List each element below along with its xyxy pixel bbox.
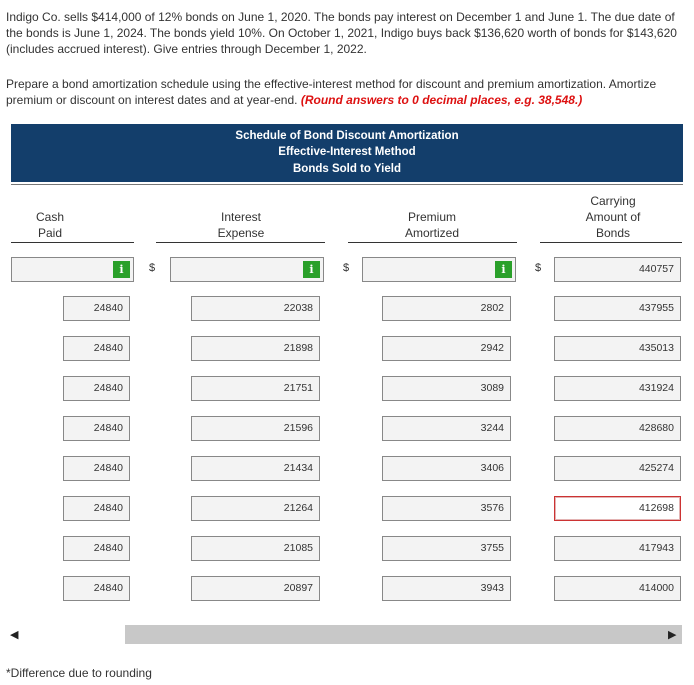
rounding-note: (Round answers to 0 decimal places, e.g. 38,548.): [300, 93, 583, 107]
col-header-cash-line1: Cash: [35, 210, 64, 224]
interest-input[interactable]: 22038: [191, 296, 320, 321]
col-underline-interest: [156, 242, 325, 243]
premium-input-first[interactable]: [362, 257, 516, 282]
col-underline-cash: [11, 242, 134, 243]
schedule-title: Schedule of Bond Discount Amortization: [235, 130, 459, 142]
schedule-header: [11, 124, 683, 182]
interest-input[interactable]: 21085: [191, 536, 320, 561]
interest-input-first[interactable]: [170, 257, 324, 282]
cash-input[interactable]: 24840: [63, 376, 130, 401]
problem-text: Indigo Co. sells $414,000 of 12% bonds on June 1, 2020. The bonds pay interest on December 1 and June 1. The due date of the bonds is June 1, 2024. The bonds yield 10%. On October 1, 2021, Indigo buys back $136,620 worth of bonds for $143,620 (includes accrued interest). Give entries through December 1, 2022.: [6, 10, 677, 56]
carrying-input[interactable]: 414000: [554, 576, 681, 601]
col-header-cash: [11, 209, 89, 241]
cash-input[interactable]: 24840: [63, 496, 130, 521]
premium-input[interactable]: 3755: [382, 536, 511, 561]
premium-input[interactable]: 2802: [382, 296, 511, 321]
col-underline-carrying: [540, 242, 682, 243]
interest-input[interactable]: 20897: [191, 576, 320, 601]
col-header-premium: [382, 209, 482, 241]
col-header-cash-line2: Paid: [37, 226, 63, 240]
col-header-carrying-line1: Carrying: [590, 194, 636, 208]
carrying-input[interactable]: 437955: [554, 296, 681, 321]
col-header-interest-line1: Interest: [220, 210, 262, 224]
info-icon[interactable]: i: [495, 261, 512, 278]
currency-symbol: $: [343, 262, 350, 274]
carrying-input[interactable]: 435013: [554, 336, 681, 361]
carrying-input[interactable]: 417943: [554, 536, 681, 561]
carrying-input[interactable]: 431924: [554, 376, 681, 401]
currency-symbol: $: [149, 262, 156, 274]
info-icon[interactable]: i: [113, 261, 130, 278]
scroll-right-icon[interactable]: ▶: [668, 629, 677, 641]
cash-input[interactable]: 24840: [63, 416, 130, 441]
col-header-premium-line1: Premium: [407, 210, 456, 224]
premium-input[interactable]: 3943: [382, 576, 511, 601]
premium-input[interactable]: 3244: [382, 416, 511, 441]
col-header-interest-line2: Expense: [217, 226, 265, 240]
premium-input[interactable]: 3089: [382, 376, 511, 401]
carrying-input[interactable]: 425274: [554, 456, 681, 481]
col-header-premium-line2: Amortized: [404, 226, 460, 240]
horizontal-scrollbar[interactable]: [125, 625, 682, 644]
cash-input[interactable]: 24840: [63, 536, 130, 561]
scroll-left-icon[interactable]: ◀: [10, 629, 19, 641]
interest-input[interactable]: 21434: [191, 456, 320, 481]
info-icon[interactable]: i: [303, 261, 320, 278]
cash-input-first[interactable]: [11, 257, 134, 282]
instruction-body: Prepare a bond amortization schedule using the effective-interest method for discount and premium amortization. Amortize premium or discount on interest dates and at year-end.: [6, 77, 657, 107]
carrying-input[interactable]: 412698: [554, 496, 681, 521]
interest-input[interactable]: 21264: [191, 496, 320, 521]
cash-input[interactable]: 24840: [63, 296, 130, 321]
footnote: *Difference due to rounding: [6, 666, 152, 680]
currency-symbol: $: [535, 262, 542, 274]
cash-input[interactable]: 24840: [63, 456, 130, 481]
cash-input[interactable]: 24840: [63, 576, 130, 601]
col-header-carrying-line3: Bonds: [595, 226, 631, 240]
interest-input[interactable]: 21751: [191, 376, 320, 401]
col-header-carrying-line2: Amount of: [585, 210, 641, 224]
instruction-text: [6, 76, 686, 108]
schedule-subtitle: Bonds Sold to Yield: [293, 163, 401, 175]
carrying-input-first[interactable]: 440757: [554, 257, 681, 282]
premium-input[interactable]: 2942: [382, 336, 511, 361]
col-header-carrying: [563, 193, 663, 241]
carrying-input[interactable]: 428680: [554, 416, 681, 441]
interest-input[interactable]: 21898: [191, 336, 320, 361]
header-divider: [11, 184, 683, 185]
premium-input[interactable]: 3406: [382, 456, 511, 481]
col-underline-premium: [348, 242, 517, 243]
col-header-interest: [191, 209, 291, 241]
interest-input[interactable]: 21596: [191, 416, 320, 441]
premium-input[interactable]: 3576: [382, 496, 511, 521]
schedule-method: Effective-Interest Method: [278, 146, 416, 158]
cash-input[interactable]: 24840: [63, 336, 130, 361]
